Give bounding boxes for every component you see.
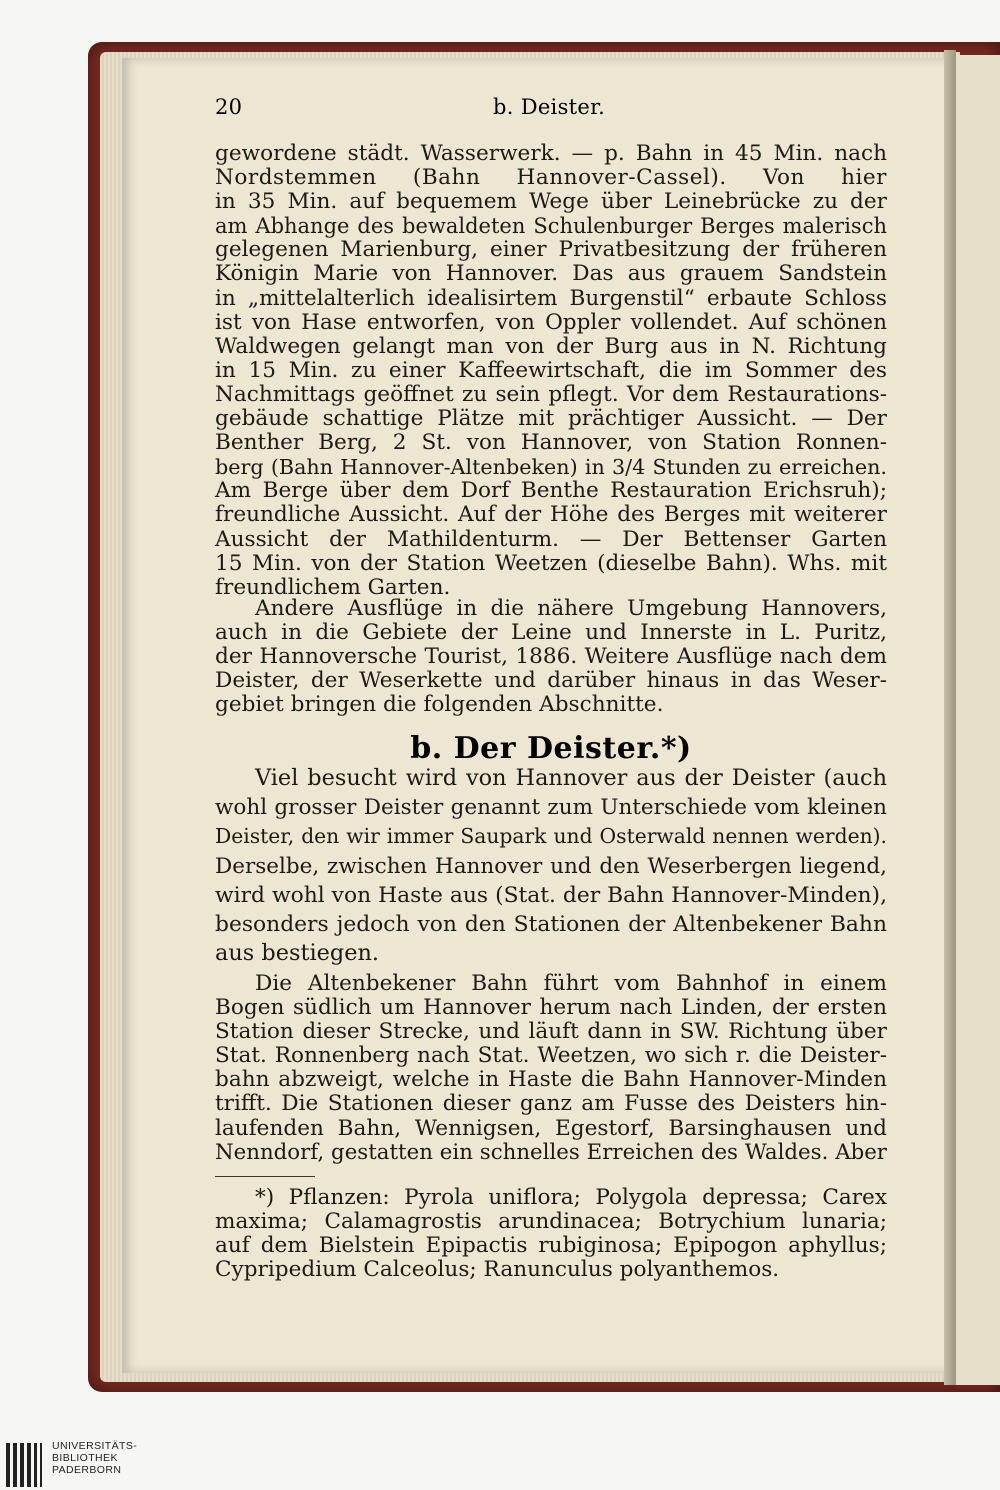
text-line: Deister, den wir immer Saupark und Osterwald nennen werden). [215, 824, 887, 849]
footnote-rule [215, 1176, 315, 1177]
text-line: bahn abzweigt, welche in Haste die Bahn Hannover-Minden [215, 1067, 887, 1093]
text-line: ist von Hase entworfen, von Oppler vollendet. Auf schönen [215, 309, 887, 335]
text-line: 15 Min. von der Station Weetzen (dieselbe Bahn). Whs. mit [215, 550, 887, 576]
text-line: Die Altenbekener Bahn führt vom Bahnhof in einem [255, 971, 887, 996]
text-line: trifft. Die Stationen dieser ganz am Fusse des Deisters hin- [215, 1091, 887, 1117]
library-name-line: UNIVERSITÄTS- [52, 1440, 138, 1452]
text-line: Königin Marie von Hannover. Das aus grauem Sandstein [215, 261, 887, 287]
paragraph-3 [215, 764, 887, 968]
text-line: *) Pflanzen: Pyrola uniflora; Polygola depressa; Carex [255, 1185, 887, 1210]
text-line: Derselbe, zwischen Hannover und den Weserbergen liegend, [215, 853, 887, 879]
text-line: Bogen südlich um Hannover herum nach Linden, der ersten [215, 995, 887, 1021]
text-line: gewordene städt. Wasserwerk. — p. Bahn in 45 Min. nach [215, 141, 887, 166]
paragraph-4 [215, 972, 887, 1165]
text-line: am Abhange des bewaldeten Schulenburger Berges malerisch [215, 214, 887, 239]
text-line: Cypripedium Calceolus; Ranunculus polyanthemos. [215, 1257, 780, 1283]
library-name [52, 1440, 137, 1476]
paragraph-2 [215, 597, 887, 717]
text-line: der Hannoversche Tourist, 1886. Weitere Ausflüge nach dem [215, 644, 887, 670]
text-line: Station dieser Strecke, und läuft dann in SW. Richtung über [215, 1019, 887, 1045]
text-line: gelegenen Marienburg, einer Privatbesitzung der früheren [215, 237, 887, 263]
text-line: Viel besucht wird von Hannover aus der Deister (auch [255, 765, 887, 791]
library-name-line: PADERBORN [52, 1464, 122, 1476]
text-line: Waldwegen gelangt man von der Burg aus in N. Richtung [215, 333, 887, 359]
running-title: b. Deister. [493, 95, 606, 119]
text-line: freundlichem Garten. [215, 574, 451, 600]
text-line: Nachmittags geöffnet zu sein pflegt. Vor dem Restaurations- [215, 381, 887, 407]
section-heading: b. Der Deister.*) [410, 731, 692, 766]
text-line: Deister, der Weserkette und darüber hinaus in das Weser- [215, 668, 887, 694]
text-line: freundliche Aussicht. Auf der Höhe des Berges mit weiterer [215, 502, 887, 528]
library-name-line: BIBLIOTHEK [52, 1452, 118, 1464]
text-line: wird wohl von Haste aus (Stat. der Bahn Hannover-Minden), [215, 882, 887, 908]
text-line: in „mittelalterlich idealisirtem Burgenstil“ erbaute Schloss [215, 285, 887, 311]
text-line: berg (Bahn Hannover-Altenbeken) in 3/4 Stunden zu erreichen. [215, 455, 887, 480]
facing-page-edge [956, 55, 1000, 1385]
text-line: Andere Ausflüge in die nähere Umgebung Hannovers, [255, 596, 887, 621]
text-line: laufenden Bahn, Wennigsen, Egestorf, Barsinghausen und [215, 1115, 887, 1141]
library-footer [0, 1437, 1000, 1490]
text-line: maxima; Calamagrostis arundinacea; Botrychium lunaria; [215, 1209, 887, 1235]
paragraph-1 [215, 142, 887, 600]
book-gutter [944, 50, 956, 1385]
library-logo-icon [6, 1443, 46, 1487]
text-line: Benther Berg, 2 St. von Hannover, von Station Ronnen- [215, 430, 887, 456]
footnote [215, 1186, 887, 1282]
text-line: Aussicht der Mathildenturm. — Der Bettenser Garten [215, 526, 887, 552]
page-header [215, 95, 887, 125]
text-line: in 35 Min. auf bequemem Wege über Leinebrücke zu der [215, 189, 887, 215]
text-line: gebiet bringen die folgenden Abschnitte. [215, 692, 664, 718]
text-line: wohl grosser Deister genannt zum Unterschiede vom kleinen [215, 795, 887, 821]
text-line: in 15 Min. zu einer Kaffeewirtschaft, die im Sommer des [215, 357, 887, 383]
text-line: aus bestiegen. [215, 940, 379, 967]
page-number: 20 [215, 95, 243, 119]
text-line: besonders jedoch von den Stationen der Altenbekener Bahn [215, 911, 887, 937]
text-line: gebäude schattige Plätze mit prächtiger Aussicht. — Der [215, 406, 887, 432]
text-line: auch in die Gebiete der Leine und Innerste in L. Puritz, [215, 620, 887, 646]
text-line: Nordstemmen (Bahn Hannover-Cassel). Von hier [215, 165, 887, 191]
text-line: Nenndorf, gestatten ein schnelles Erreichen des Waldes. Aber [215, 1139, 887, 1165]
text-line: Stat. Ronnenberg nach Stat. Weetzen, wo sich r. die Deister- [215, 1043, 887, 1069]
text-line: Am Berge über dem Dorf Benthe Restauration Erichsruh); [215, 478, 887, 504]
text-line: auf dem Bielstein Epipactis rubiginosa; Epipogon aphyllus; [215, 1233, 887, 1259]
